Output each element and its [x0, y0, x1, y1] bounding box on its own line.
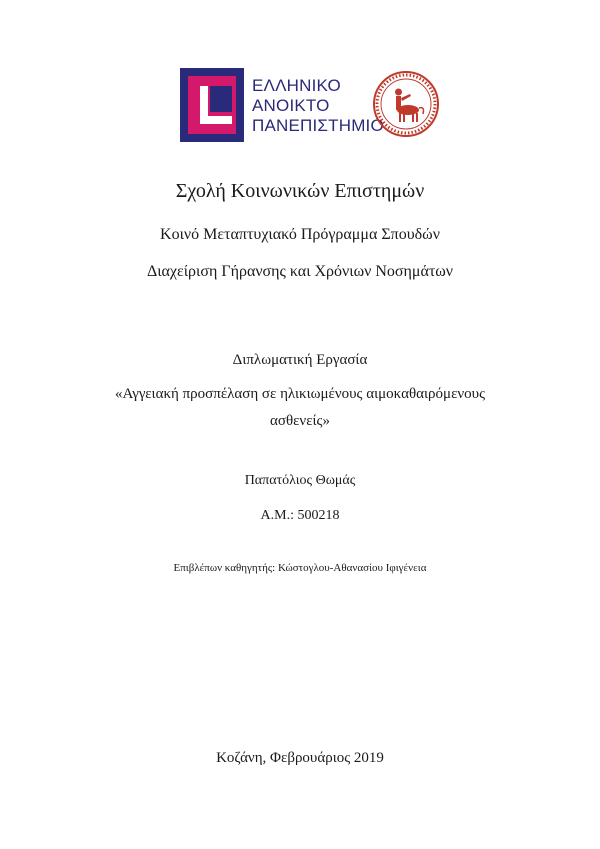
- header-logos: [180, 68, 440, 144]
- place-date: Κοζάνη, Φεβρουάριος 2019: [216, 750, 384, 766]
- thesis-label: Διπλωματική Εργασία: [232, 352, 368, 368]
- centaur-seal-icon: [372, 70, 440, 138]
- school-name: Σχολή Κοινωνικών Επιστημών: [175, 180, 425, 202]
- thesis-title-line1: «Αγγειακή προσπέλαση σε ηλικιωμένους αιμοκαθαιρόμενους: [114, 386, 486, 402]
- thesis-title-line2: ασθενείς»: [270, 413, 330, 429]
- program-topic: Διαχείριση Γήρανσης και Χρόνιων Νοσημάτων: [146, 263, 454, 280]
- university-logo: [180, 68, 384, 142]
- student-id: Α.Μ.: 500218: [260, 508, 340, 523]
- supervisor: Επιβλέπων καθηγητής: Κώστογλου-Αθανασίου Ιφιγένεια: [173, 562, 427, 574]
- eap-mark-icon: [180, 68, 244, 142]
- program-name: Κοινό Μεταπτυχιακό Πρόγραμμα Σπουδών: [160, 226, 440, 243]
- university-logo-text: ΕΛΛΗΝΙΚΟ ΑΝΟΙΚΤΟ ΠΑΝΕΠΙΣΤΗΜΙΟ: [252, 76, 384, 135]
- author-name: Παπατόλιος Θωμάς: [244, 473, 356, 488]
